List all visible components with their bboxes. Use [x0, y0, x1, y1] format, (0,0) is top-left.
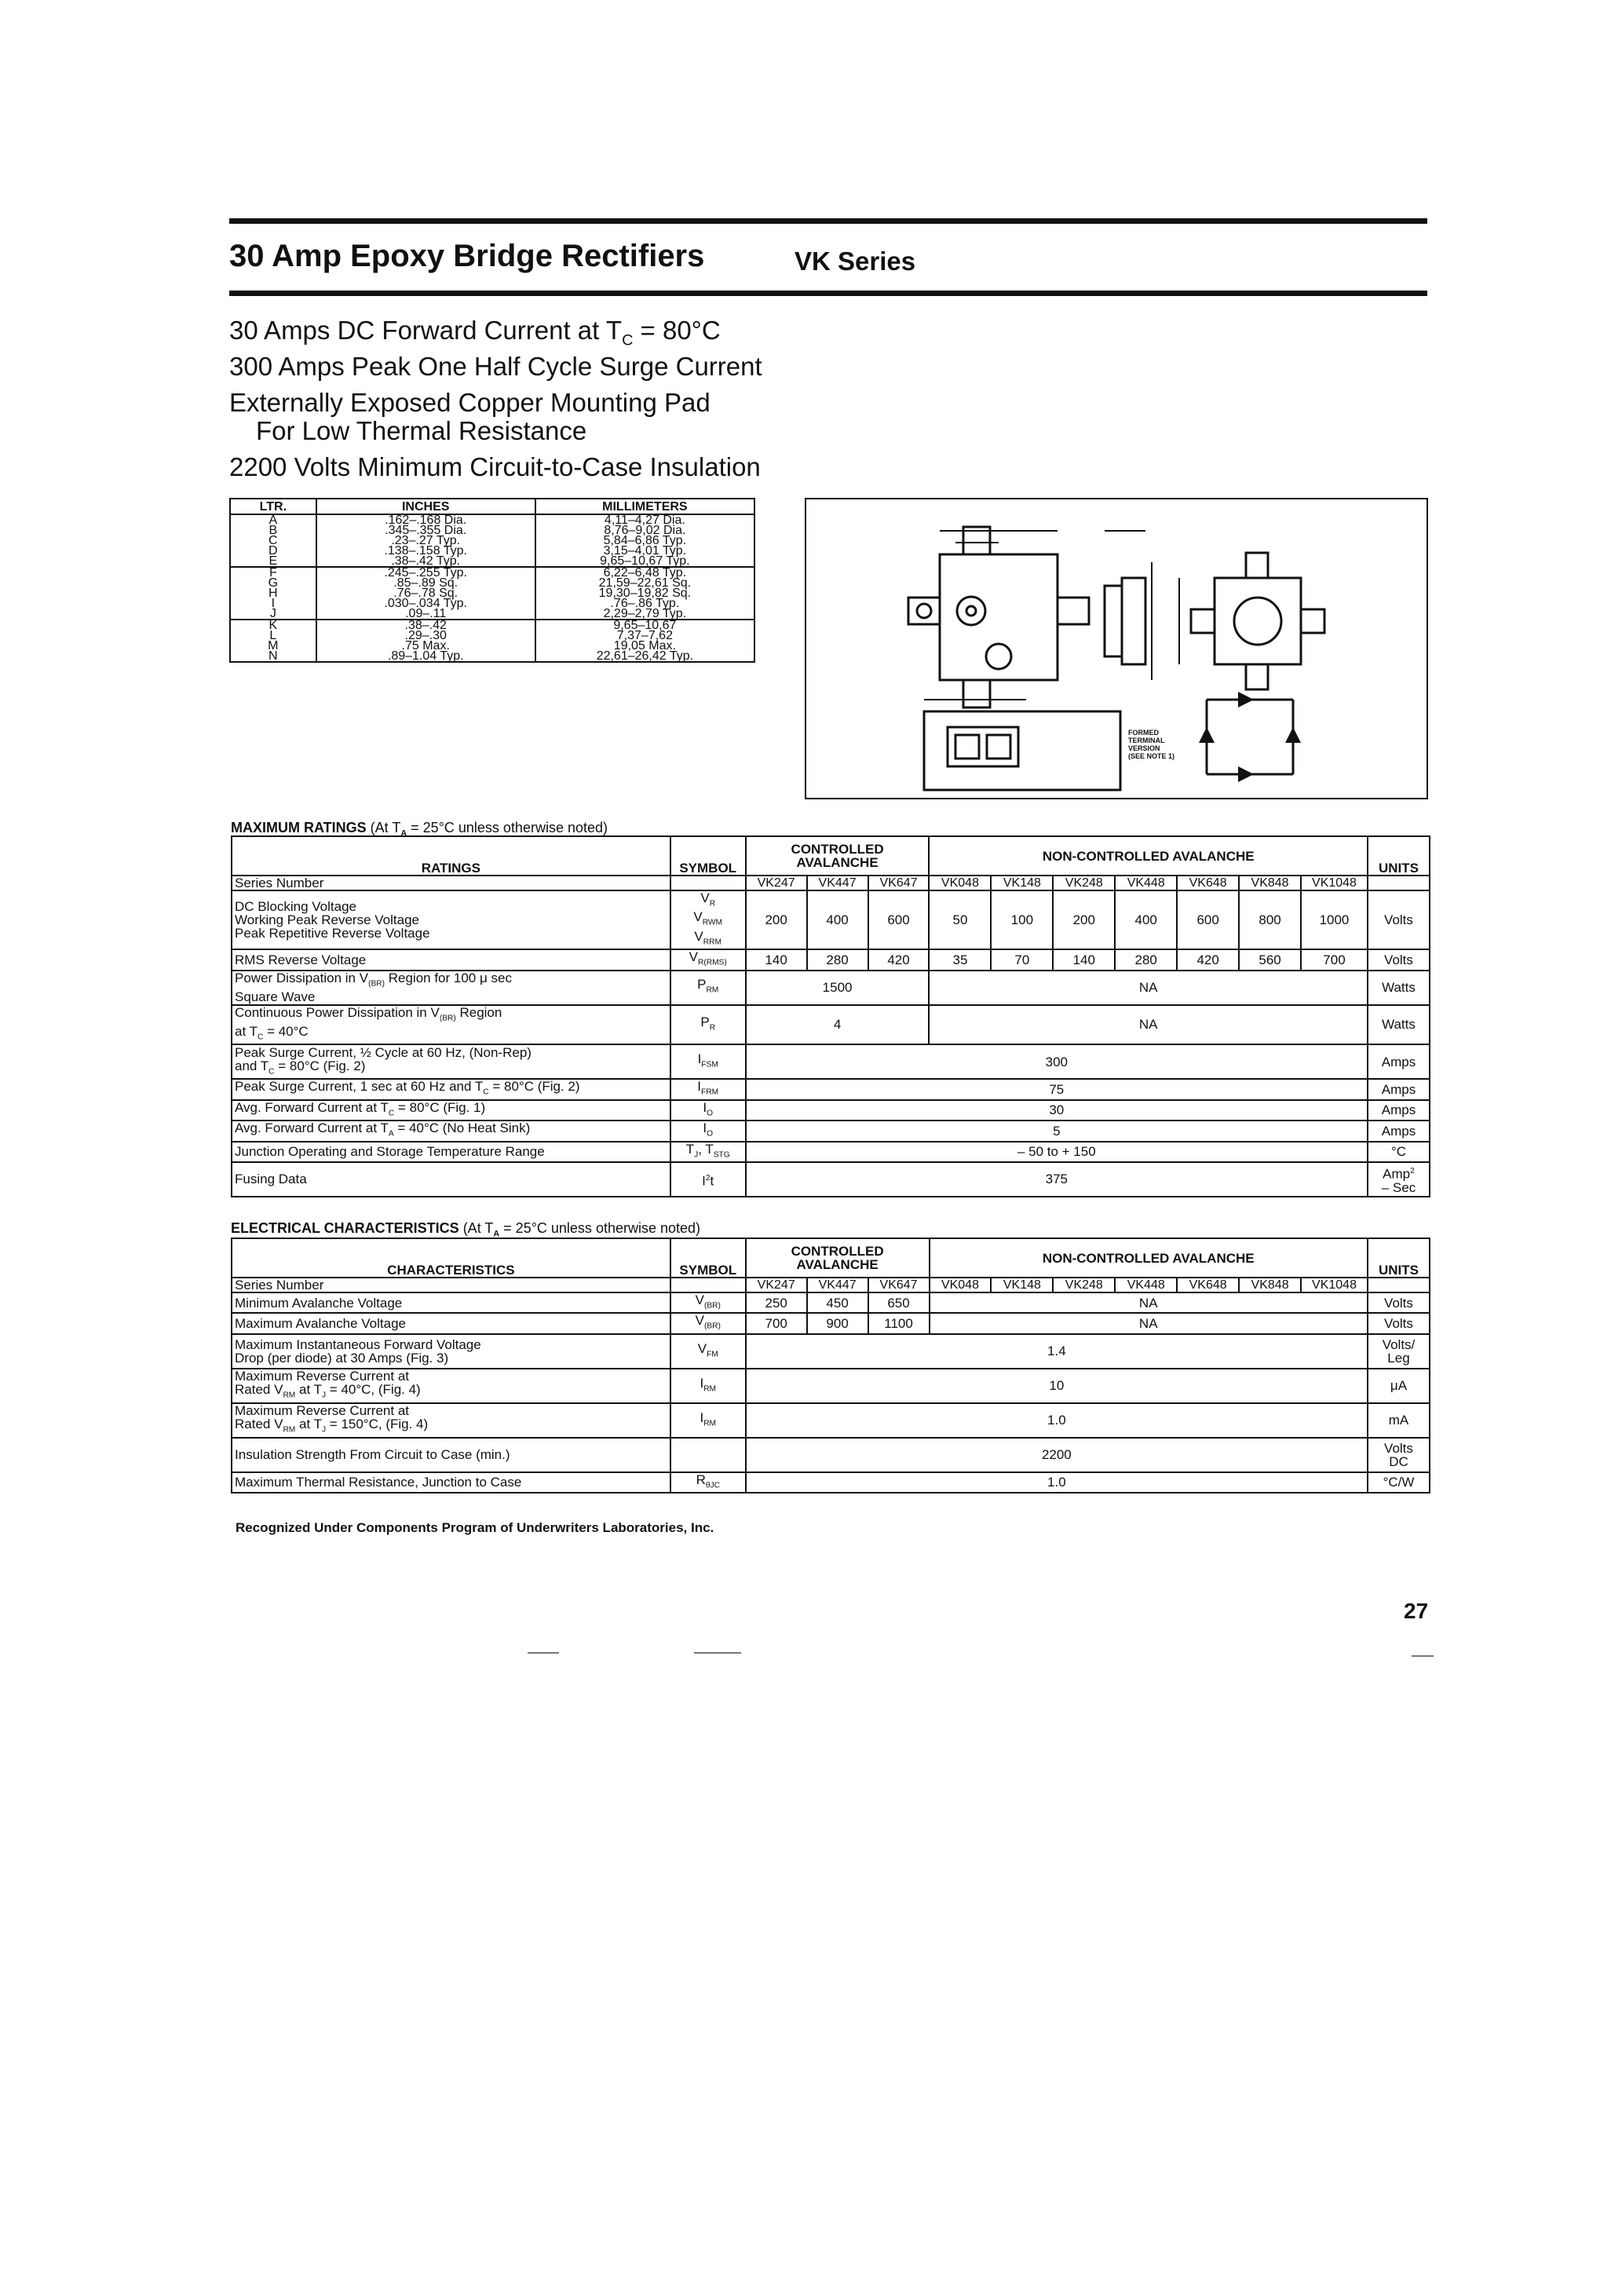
- table-row: DC Blocking Voltage Working Peak Reverse Voltage Peak Repetitive Reverse Voltage $V_R$ $V_{RWM}$ $V_{RRM}$ 200 400 600 50 100 200 400 600 800 1000 Volts: [232, 890, 1430, 949]
- page-number: 27: [1404, 1599, 1429, 1623]
- ul-footnote: Recognized Under Components Program of Underwriters Laboratories, Inc.: [236, 1520, 714, 1535]
- col-symbol: SYMBOL: [670, 1238, 746, 1278]
- col-mm: MILLIMETERS: [535, 499, 754, 514]
- table-row: Maximum Instantaneous Forward Voltage Drop (per diode) at 30 Amps (Fig. 3) $V_{FM}$ 1.4 Volts/ Leg: [232, 1334, 1430, 1369]
- table-row: M .75 Max. 19,05 Max.: [230, 641, 754, 651]
- table-row: K .38–.42 9,65–10,67: [230, 620, 754, 631]
- table-row: H .76–.78 Sq. 19,30–19,82 Sq.: [230, 588, 754, 598]
- top-rule: [229, 218, 1427, 224]
- table-row: Avg. Forward Current at $T_C = 80^\circ C$ (Fig. 1) $I_O$ 30 Amps: [232, 1100, 1430, 1121]
- max-ratings-heading: MAXIMUM RATINGS (At $T_A = 25^\circ C$ unless otherwise noted): [231, 820, 608, 839]
- table-row: Maximum Reverse Current at Rated $V_{RM}$ at $T_J = 40^\circ C$, (Fig. 4) $I_{RM}$ 10 μA: [232, 1369, 1430, 1403]
- table-row: N .89–1.04 Typ. 22,61–26,42 Typ.: [230, 651, 754, 662]
- table-row: Peak Surge Current, 1 sec at 60 Hz and $T_C = 80^\circ C$ (Fig. 2) $I_{FRM}$ 75 Amps: [232, 1079, 1430, 1099]
- dimensions-body: [230, 514, 754, 662]
- table-header-row: [232, 1238, 1430, 1278]
- table-row: F .245–.255 Typ. 6,22–6,48 Typ.: [230, 567, 754, 578]
- col-controlled: CONTROLLED AVALANCHE: [746, 836, 930, 876]
- symbol-irm: $I_{RM}$: [670, 1369, 746, 1403]
- max-ratings-table: [231, 835, 1430, 1197]
- elec-char-heading: ELECTRICAL CHARACTERISTICS (At $T_A = 25^\circ C$ unless otherwise noted): [231, 1220, 701, 1239]
- col-ltr: LTR.: [230, 499, 316, 514]
- symbol-vbr: $V_{(BR)}$: [670, 1292, 746, 1313]
- col-units: UNITS: [1368, 836, 1430, 876]
- table-row: RMS Reverse Voltage $V_{R(RMS)}$ 140 280 420 35 70 140 280 420 560 700 Volts: [232, 949, 1430, 970]
- symbol-irm: $I_{RM}$: [670, 1403, 746, 1438]
- table-row: D .138–.158 Typ. 3,15–4,01 Typ.: [230, 546, 754, 556]
- table-row: Series Number VK247 VK447 VK647 VK048 VK148 VK248 VK448 VK648 VK848 VK1048: [232, 1278, 1430, 1292]
- table-row: A .162–.168 Dia. 4,11–4,27 Dia.: [230, 514, 754, 525]
- col-noncontrolled: NON-CONTROLLED AVALANCHE: [930, 1238, 1368, 1278]
- dimensions-table: [229, 498, 755, 663]
- symbol-vbr: $V_{(BR)}$: [670, 1313, 746, 1333]
- table-row: Maximum Thermal Resistance, Junction to Case $R_{\theta JC}$ 1.0 °C/W: [232, 1472, 1430, 1493]
- col-controlled: CONTROLLED AVALANCHE: [746, 1238, 930, 1278]
- symbol-vrms: $V_{R(RMS)}$: [670, 949, 746, 970]
- table-row: I .030–.034 Typ. .76–.86 Typ.: [230, 598, 754, 609]
- table-row: Maximum Avalanche Voltage $V_{(BR)}$ 700 900 1100 NA Volts: [232, 1313, 1430, 1333]
- symbol-io: $I_O$: [670, 1100, 746, 1121]
- col-noncontrolled: NON-CONTROLLED AVALANCHE: [929, 836, 1367, 876]
- table-row: Power Dissipation in $V_{(BR)}$ Region for 100 μ sec Square Wave $P_{RM}$ 1500 NA Watts: [232, 971, 1430, 1005]
- feature-insulation: 2200 Volts Minimum Circuit-to-Case Insulation: [229, 452, 761, 481]
- symbol-i2t: $I^2t$: [670, 1162, 746, 1197]
- symbol-pr: $P_R$: [670, 1005, 746, 1045]
- page-title: 30 Amp Epoxy Bridge Rectifiers: [229, 239, 705, 273]
- table-row: G .85–.89 Sq. 21,59–22,61 Sq.: [230, 578, 754, 588]
- table-row: Fusing Data $I^2t$ 375 Amp$^2$ – Sec: [232, 1162, 1430, 1197]
- symbol-prm: $P_{RM}$: [670, 971, 746, 1005]
- scan-artifact: [1412, 1655, 1434, 1657]
- symbol-ifsm: $I_{FSM}$: [670, 1044, 746, 1079]
- symbol-vr: $V_R$ $V_{RWM}$ $V_{RRM}$: [670, 890, 746, 949]
- table-header-row: [232, 836, 1430, 876]
- table-row: Avg. Forward Current at $T_A = 40^\circ C$ (No Heat Sink) $I_O$ 5 Amps: [232, 1121, 1430, 1141]
- symbol-vfm: $V_{FM}$: [670, 1334, 746, 1369]
- symbol-io: $I_O$: [670, 1121, 746, 1141]
- col-units: UNITS: [1368, 1238, 1430, 1278]
- table-row: L .29–.30 7,37–7,62: [230, 631, 754, 641]
- table-row: Continuous Power Dissipation in $V_{(BR)}$ Region at $T_C = 40^\circ C$ $P_R$ 4 NA Watts: [232, 1005, 1430, 1045]
- table-row: E .38–.42 Typ. 9,65–10,67 Typ.: [230, 556, 754, 567]
- elec-char-table: [231, 1238, 1430, 1493]
- feature-copper-pad: Externally Exposed Copper Mounting Pad: [229, 388, 711, 417]
- table-row: Series Number VK247 VK447 VK647 VK048 VK148 VK248 VK448 VK648 VK848 VK1048: [232, 876, 1430, 890]
- table-row: C .23–.27 Typ. 5,84–6,86 Typ.: [230, 536, 754, 546]
- table-row: B .345–.355 Dia. 8,76–9,02 Dia.: [230, 525, 754, 536]
- table-row: Minimum Avalanche Voltage $V_{(BR)}$ 250 450 650 NA Volts: [232, 1292, 1430, 1313]
- col-ratings: RATINGS: [232, 836, 670, 876]
- table-row: J .09–.11 2,29–2,79 Typ.: [230, 609, 754, 620]
- symbol-rthjc: $R_{\theta JC}$: [670, 1472, 746, 1493]
- feature-surge-current: 300 Amps Peak One Half Cycle Surge Current: [229, 352, 762, 381]
- feature-forward-current: 30 Amps DC Forward Current at $T_C = 80^\circ C$: [229, 316, 721, 349]
- col-inches: INCHES: [316, 499, 535, 514]
- series-label: VK Series: [795, 247, 916, 276]
- formed-terminal-note: FORMED TERMINAL VERSION (SEE NOTE 1): [1128, 729, 1175, 760]
- col-symbol: SYMBOL: [670, 836, 746, 876]
- symbol-tj-tstg: $T_J$, $T_{STG}$: [670, 1142, 746, 1162]
- scan-artifact: [694, 1652, 741, 1654]
- package-drawing: [805, 498, 1428, 799]
- table-row: Junction Operating and Storage Temperature Range $T_J$, $T_{STG}$ – 50 to + 150 °C: [232, 1142, 1430, 1162]
- scan-artifact: [528, 1652, 559, 1654]
- col-characteristics: CHARACTERISTICS: [232, 1238, 670, 1278]
- title-rule: [229, 291, 1427, 296]
- feature-thermal-resistance: For Low Thermal Resistance: [256, 416, 587, 445]
- table-row: Peak Surge Current, ½ Cycle at 60 Hz, (Non-Rep) and $T_C = 80^\circ C$ (Fig. 2) $I_{FSM}$ 300 Amps: [232, 1044, 1430, 1079]
- symbol-ifrm: $I_{FRM}$: [670, 1079, 746, 1099]
- package-outline-drawing: [806, 499, 1427, 798]
- table-row: Maximum Reverse Current at Rated $V_{RM}$ at $T_J = 150^\circ C$, (Fig. 4) $I_{RM}$ 1.0 mA: [232, 1403, 1430, 1438]
- table-row: Insulation Strength From Circuit to Case (min.) 2200 Volts DC: [232, 1438, 1430, 1472]
